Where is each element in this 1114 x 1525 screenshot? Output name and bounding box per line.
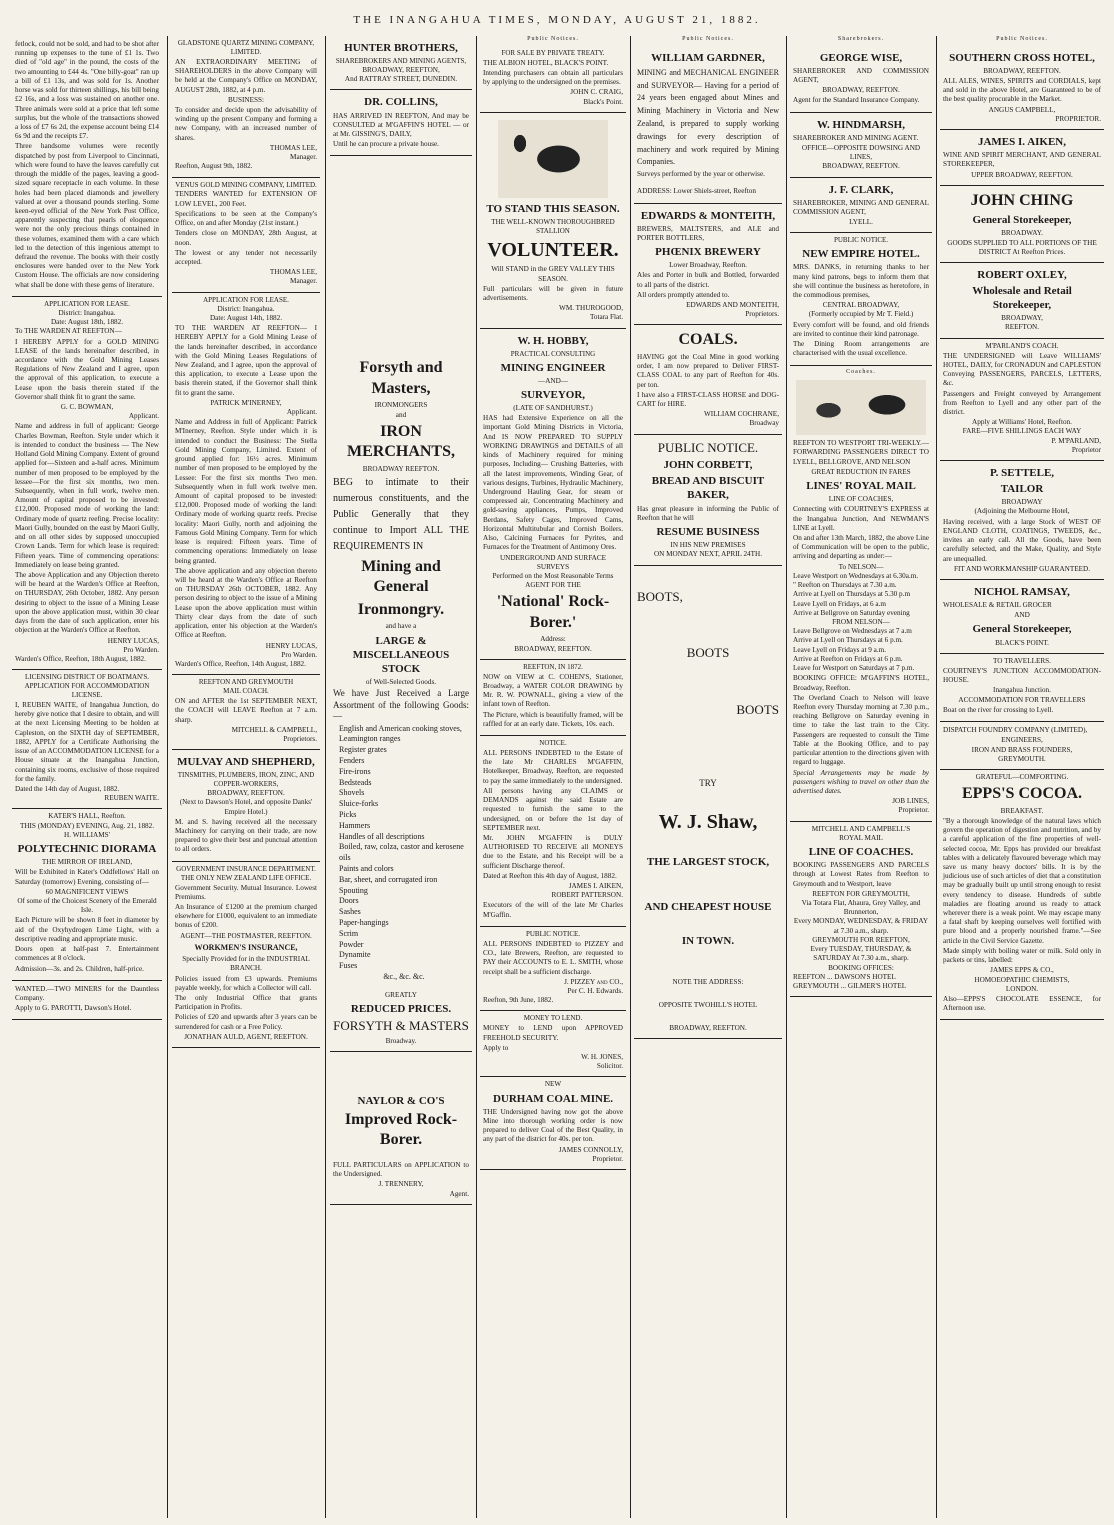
list-item: Doors xyxy=(339,896,359,906)
column-1 xyxy=(12,36,162,1518)
courtney-ad: TO TRAVELLERS. COURTNEY'S JUNCTION ACCOMMODATION-HOUSE. Inangahua Junction. ACCOMMODATION FOR TRAVELLERS Boat on the river for crossing to Lyell. xyxy=(940,654,1104,722)
lease-application-2: APPLICATION FOR LEASE. District: Inangahua. Date: August 14th, 1882. TO THE WARDEN AT REEFTON— I HEREBY APPLY for a Gold Mining Lease of the lands hereinafter described, in accordance with the Gold Mining Leases Regulations of New Zealand, and I agree, upon the approval of this application, to execute a Lease upon the basis therein stated, if the Governor shall think fit to grant the same. PATRICK M'INERNEY, Applicant. Name and Address in full of Applicant: Patrick M'Inerney, Reefton. Style under which it is intended to conduct the Business: The Stella Gold Mining Company, Limited. Extent of ground applied for: 16½ acres. Minimum number of men proposed to be employed by the Lessee: For the first six months Two men. Subsequently when in full work twelve men. Amount of capital proposed to be invested: £12,000. Proposed mode of working the land: Ordinary mode of working quartz reefs. Precise locality: Maori Gully, north and adjoining the Famous Gold Mining Company. Term for which lease is required: Fifteen years. Time of commencing operations: Immediately on lease being granted. The above application and any objection thereto will be heard at the Warden's Office at Reefton on THURSDAY 26th OCTOBER, 1882. Any person desiring to object to the issue of a Mining Lease upon the above application must within Thirty clear days from the date of such application, enter his objection at the Warden's Office at Reefton. HENRY LUCAS, Pro Warden. Warden's Office, Reefton, 14th August, 1882. xyxy=(172,293,320,675)
news-item: fetlock, could not be sold, and had to be shot after running up expenses to the tune of £1 1s. Two died of "old age" in the pound, the costs of the two amounting to £44 4s. "One billy-goat" ran up a bill of £1 13s, and was sold for 1s. Another horse was sold for thirteen shillings, his bill being £2 16s, and a loss was sustained on another one. Three animals were sold at a price that left some surplus, but the whole of the transactions showed a loss of £7 6s 2d, the expense account being £14 6s 9d and the receipts £7. Three handsome volumes were recently dispatched by post from Liverpool to Cincinnati, which were found to have the leaves carefully cut through the middle of the pages, leaving a good-sized square receptacle in each volume. In these holes had been placed diamonds and jewellery valued at over a thousand pounds sterling. Some keen-eyed official of the New York Post Office, apparently suspecting that pearls of eloquence were not the only precious things contained in these volumes, examined them with a care which led to the detection of this ingenious attempt to defraud the revenue. The books with their costly enclosures were handed over to the New York Custom House. The officials are now considering what shall be done with these gems of literature. xyxy=(12,36,162,297)
list-item: Sluice-forks xyxy=(339,799,379,809)
goods-list xyxy=(333,724,469,983)
ching-ad: JOHN CHING General Storekeeper, BROADWAY. GOODS SUPPLIED TO ALL PORTIONS OF THE DISTRICT At Reefton Prices. xyxy=(940,186,1104,263)
hindmarsh-ad: W. HINDMARSH, SHAREBROKER AND MINING AGENT. OFFICE—OPPOSITE DOWSING AND LINES, BROADWAY, REEFTON. xyxy=(790,113,932,178)
list-item: Fuses xyxy=(339,961,358,971)
shaw-boots-ad: BOOTS, BOOTS BOOTS TRY W. J. Shaw, THE LARGEST STOCK, AND CHEAPEST HOUSE IN TOWN. NOTE THE ADDRESS: OPPOSITE TWOHILL'S HOTEL BROADWAY, REEFTON. xyxy=(634,566,782,1040)
column-2 xyxy=(172,36,320,1518)
list-item: Hammers xyxy=(339,820,371,830)
gardner-ad: WILLIAM GARDNER, MINING and MECHANICAL ENGINEER and SURVEYOR— Having for a period of 24 years been engaged about Mines and Mining Machinery in Victoria and New Zealand, is prepared to supply working drawings for every description of machinery and work required by Mining Companies. Surveys performed by the year or otherwise. ADDRESS: Lower Shiels-street, Reefton xyxy=(634,46,782,204)
list-item: Bedsteads xyxy=(339,777,372,787)
mgaffin-notice: NOTICE. ALL PERSONS INDEBTED to the Estate of the late Mr CHARLES M'GAFFIN, Hotelkeeper, Broadway, Reefton, are requested to pay the same immediately to the undersigned. All persons having any CLAIMS or DEMANDS against the said Estate are requested to furnish the same to the undersigned, on or before the 1st day of SEPTEMBER next. Mr. JOHN M'GAFFIN is DULY AUTHORISED TO RECEIVE all MONEYS due to the Estate, and his Receipt will be a sufficient Discharge thereof. Dated at Reefton this 4th day of August, 1882. JAMES I. AIKEN, ROBERT PATTERSON. Executors of the will of the late Mr Charles M'Gaffin. xyxy=(480,736,626,927)
mail-coach-ad: REEFTON AND GREYMOUTH MAIL COACH. ON and AFTER the 1st SEPTEMBER NEXT, the COACH will LEAVE Reefton at 7 a.m. sharp. MITCHELL & CAMPBELL, Proprietors. xyxy=(172,675,320,750)
dr-collins-ad: DR. COLLINS, HAS ARRIVED IN REEFTON, And may be CONSULTED at M'GAFFIN'S HOTEL — or at Mr. GISSING'S, DAILY, Until he can procure a private house. xyxy=(330,90,472,156)
foundry-ad: DISPATCH FOUNDRY COMPANY (LIMITED), ENGINEERS, IRON AND BRASS FOUNDERS, GREYMOUTH. xyxy=(940,722,1104,770)
column-3 xyxy=(330,36,472,1518)
column-rule xyxy=(476,36,477,1518)
list-item: Paper-hangings xyxy=(339,917,389,927)
list-item: Fire-irons xyxy=(339,766,371,776)
hobby-ad: W. H. HOBBY, PRACTICAL CONSULTING MINING ENGINEER —AND— SURVEYOR, (LATE OF SANDHURST.) HAS had Extensive Experience on all the important Gold Mining Districts in Victoria, And IS NOW PREPARED TO SUPPLY WORKING DRAWINGS and DETAILS of all kinds of Machinery required for mining purposes, Including— Crushing Batteries, with all the latest improvements, Winding Gear, of various designs, Turbines, Hydraulic Machinery, Underground Hauling Gear, for steam or compressed air, Concentrating Machinery and gold-saving appliances, Pumps, Improved Berdans, Safety Cages, Improved Cams, Horizontal Multitubular and Cornish Boilers. Also, Calcining Furnaces for Pyrites, and Furnaces for the Treatment of Antimony Ores. UNDERGROUND AND SURFACE SURVEYS Performed on the Most Reasonable Terms AGENT FOR THE 'National' Rock-Borer.' Address: BROADWAY, REEFTON. xyxy=(480,329,626,660)
money-ad: MONEY TO LEND. MONEY to LEND upon APPROVED FREEHOLD SECURITY. Apply to W. H. JONES, Solicitor. xyxy=(480,1011,626,1077)
mparland-ad: M'PARLAND'S COACH. THE UNDERSIGNED will Leave WILLIAMS' HOTEL, DAILY, for CRONADUN and CAPLESTON Conveying PASSENGERS, PARCELS, LETTERS, &c. Passengers and Freight conveyed by Arrangement from Reefton to Lyell and any other part of the district. Apply at Williams' Hotel, Reefton. FARE—FIVE SHILLINGS EACH WAY P. M'PARLAND, Proprietor xyxy=(940,339,1104,461)
list-item: English and American cooking stoves, xyxy=(339,723,462,733)
list-item: Shovels xyxy=(339,788,365,798)
aiken-ad: JAMES I. AIKEN, WINE AND SPIRIT MERCHANT, AND GENERAL STOREKEEPER, UPPER BROADWAY, REEFTON. xyxy=(940,130,1104,186)
column-5: Public Notices. WILLIAM GARDNER, MINING and MECHANICAL ENGINEER and SURVEYOR— Having for a period of 24 years been engaged about Mines and Mining Machinery in Victoria and New Zealand, is prepared to supply working drawings for every description of machinery and work required by Mining Companies. Surveys performed by the year or otherwise. ADDRESS: Lower Shiels-street, Reefton EDWARDS & MONTEITH, BREWERS, MALTSTERS, and ALE and PORTER BOTTLERS, PHŒNIX BREWERY Lower Broadway, Reefton. Ales and Porter in bulk and Bottled, forwarded to all parts of the district. All orders promptly attended to. EDWARDS AND MONTEITH, Proprietors. COALS. HAVING got the Coal Mine in good working order, I am now prepared to Deliver FIRST-CLASS COAL to any part of Reefton for 40s. per ton. I have also a FIRST-CLASS HORSE and DOG-CART for HIRE. WILLIAM COCHRANE, Broadway PUBLIC NOTICE. JOHN CORBETT, BREAD AND BISCUIT BAKER, Has great pleasure in informing the Public of Reefton that he will RESUME BUSINESS IN HIS NEW PREMISES ON MONDAY NEXT, APRIL 24TH. BOOTS, BOOTS BOOTS TRY W. J. Shaw, THE LARGEST STOCK, AND CHEAPEST HOUSE IN TOWN. NOTE THE ADDRESS: OPPOSITE TWOHILL'S HOTEL BROADWAY, REEFTON. xyxy=(634,36,782,1518)
forsyth-masters-ad: Forsyth and Masters, IRONMONGERS and IRON MERCHANTS, BROADWAY REEFTON. BEG to intimate to their numerous constituents, and the Public Generally that they continue to Import ALL THE REQUIREMENTS IN Mining and General Ironmongry. and have a LARGE & MISCELLANEOUS STOCK of Well-Selected Goods. We have Just Received a Large Assortment of the following Goods:— English and American cooking stoves, Leamington ranges Register grates Fenders Fire-irons Bedsteads Shovels Sluice-forks Picks Hammers Handles of all descriptions Boiled, raw, colza, castor and kerosene oils Paints and colors Bar, sheet, and corrugated iron Spouting Doors Sashes Paper-hangings Scrim Powder Dynamite Fuses &c., &c. &c. GREATLY REDUCED PRICES. FORSYTH & MASTERS Broadway. xyxy=(330,156,472,1051)
horse-illustration xyxy=(498,120,608,198)
list-item: Bar, sheet, and corrugated iron xyxy=(339,874,438,884)
epps-cocoa-ad: GRATEFUL—COMFORTING. EPPS'S COCOA. BREAKFAST. "By a thorough knowledge of the natural laws which govern the operation of digestion and nutrition, and by a careful application of the fine properties of well-selected cocoa, Mr. Epps has provided our breakfast tables with a delicately flavoured beverage which may save us many heavy doctors' bills. It is by the judicious use of such articles of diet that a constitution may be gradually built up until strong enough to resist every tendency to disease. Hundreds of subtle maladies are floating around us ready to attack wherever there is a weak point. We may escape many a fatal shaft by keeping ourselves well fortified with pure blood and a properly nourished frame."—See article in the Civil Service Gazette. Made simply with boiling water or milk. Sold only in packets or tins, labelled: JAMES EPPS & CO., HOMOEOPATHIC CHEMISTS, LONDON. Also—EPPS'S CHOCOLATE ESSENCE, for Afternoon use. xyxy=(940,770,1104,1021)
coach-illustration xyxy=(796,380,926,435)
hunter-brothers-ad: HUNTER BROTHERS, SHAREBROKERS AND MINING AGENTS, BROADWAY, REEFTON, And RATTRAY STREET, DUNEDIN. xyxy=(330,36,472,90)
list-item: Picks xyxy=(339,809,357,819)
list-item: &c., &c. &c. xyxy=(383,971,425,981)
lines-coach-ad: Coaches. REEFTON TO WESTPORT TRI-WEEKLY.—FORWARDING PASSENGERS DIRECT TO LYELL, BELLGROVE, AND NELSON GREAT REDUCTION IN FARES LINES' ROYAL MAIL LINE OF COACHES, Connecting with COURTNEY'S EXPRESS at the Inangahua Junction, And NEWMAN'S LINE at Lyell. On and after 13th March, 1882, the above Line of Communication will be open to the public, arriving and departing as under:— To NELSON— Leave Westport on Wednesdays at 6.30a.m. " Reefton on Thursdays at 7.30 a.m. Arrive at Lyell on Thursdays at 5.30 p.m Leave Lyell on Fridays, at 6 a.m Arrive at Bellgrove on Saturday evening FROM NELSON— Leave Bellgrove on Wednesdays at 7 a.m Arrive at Lyell on Thursdays at 6 p.m. Leave Lyell on Fridays at 9 a.m. Arrive at Reefton on Fridays at 6 p.m. Leave for Westport on Saturdays at 7 p.m. BOOKING OFFICE: M'GAFFIN'S HOTEL, Broadway, Reefton. The Overland Coach to Nelson will leave Reefton every Thursday morning at 7.30 p.m., reaching Bellgrove on Saturday evening in time to take the last train to the City. Passengers are requested to consult the Time Table at the Booking Office, and to pay particular attention to the directions given with regard to luggage. Special Arrangements may be made by passengers wishing to travel on other than the advertised dates. JOB LINES, Proprietor. xyxy=(790,366,932,822)
corbett-ad: PUBLIC NOTICE. JOHN CORBETT, BREAD AND BISCUIT BAKER, Has great pleasure in informing the Public of Reefton that he will RESUME BUSINESS IN HIS NEW PREMISES ON MONDAY NEXT, APRIL 24TH. xyxy=(634,435,782,566)
column-rule xyxy=(936,36,937,1518)
column-rule xyxy=(630,36,631,1518)
column-rule xyxy=(167,36,168,1518)
edwards-ad: EDWARDS & MONTEITH, BREWERS, MALTSTERS, and ALE and PORTER BOTTLERS, PHŒNIX BREWERY Lower Broadway, Reefton. Ales and Porter in bulk and Bottled, forwarded to all parts of the district. All orders promptly attended to. EDWARDS AND MONTEITH, Proprietors. xyxy=(634,204,782,326)
list-item: Leamington ranges xyxy=(339,734,401,744)
empire-hotel-ad: PUBLIC NOTICE. NEW EMPIRE HOTEL. MRS. DANKS, in returning thanks to her many kind patrons, begs to inform them that she will continue the business as heretofore, in the commodious premises, CENTRAL BROADWAY, (Formerly occupied by Mr T. Field.) Every comfort will be found, and old friends are invited to continue their kind patronage. The Dining Room arrangements are characterised with the usual excellence. xyxy=(790,233,932,365)
mitchell-coach-ad: MITCHELL AND CAMPBELL'S ROYAL MAIL LINE OF COACHES. BOOKING PASSENGERS AND PARCELS through at Lowest Rates from Reefton to Greymouth and to Westport, leave REEFTON FOR GREYMOUTH, Via Totara Flat, Ahaura, Grey Valley, and Brunnerton, Every MONDAY, WEDNESDAY, & FRIDAY at 7.30 a.m., sharp. GREYMOUTH FOR REEFTON, Every TUESDAY, THURSDAY, & SATURDAY At 7.30 a.m., sharp. BOOKING OFFICES: REEFTON ... DAWSON'S HOTEL GREYMOUTH ... GILMER'S HOTEL xyxy=(790,822,932,998)
list-item: Boiled, raw, colza, castor and kerosene oils xyxy=(339,842,464,863)
mulvay-ad: MULVAY AND SHEPHERD, TINSMITHS, PLUMBERS, IRON, ZINC, AND COPPER-WORKERS, BROADWAY, REEFTON. (Next to Dawson's Hotel, and opposite Danks' Empire Hotel.) M. and S. having received all the necessary Machinery for carrying on their trade, are now prepared to give their best and punctual attention to all orders. xyxy=(172,750,320,862)
column-4: Public Notices. FOR SALE BY PRIVATE TREATY. THE ALBION HOTEL, BLACK'S POINT. Intending purchasers can obtain all particulars by applying to the undersigned on the premises. JOHN C. CRAIG, Black's Point. TO STAND THIS SEASON. THE WELL-KNOWN THOROUGHBRED STALLION VOLUNTEER. Will STAND in the GREY VALLEY THIS SEASON. Full particulars will be given in future advertisements. WM. THUROGOOD, Totara Flat. W. H. HOBBY, PRACTICAL CONSULTING MINING ENGINEER —AND— SURVEYOR, (LATE OF SANDHURST.) HAS had Extensive Experience on all the important Gold Mining Districts in Victoria, And IS NOW PREPARED TO SUPPLY WORKING DRAWINGS and DETAILS of all kinds of Machinery required for mining purposes, Including— Crushing Batteries, with all the latest improvements, Winding Gear, of various designs, Turbines, Hydraulic Machinery, Underground Hauling Gear, for steam or compressed air, Concentrating Machinery and gold-saving appliances, Pumps, Improved Berdans, Safety Cages, Improved Cams, Horizontal Multitubular and Cornish Boilers. Also, Calcining Furnaces for Pyrites, and Furnaces for the Treatment of Antimony Ores. UNDERGROUND AND SURFACE SURVEYS Performed on the Most Reasonable Terms AGENT FOR THE 'National' Rock-Borer.' Address: BROADWAY, REEFTON. REEFTON, IN 1872. NOW on VIEW at C. COHEN'S, Stationer, Broadway, a WATER COLOR DRAWING by Mr. R. W. POWNALL, giving a view of the infant town of Reefton. The Picture, which is beautifully framed, will be raffled for at an early date. Tickets, 10s. each. NOTICE. ALL PERSONS INDEBTED to the Estate of the late Mr CHARLES M'GAFFIN, Hotelkeeper, Broadway, Reefton, are requested to pay the same immediately to the undersigned. All persons having any CLAIMS or DEMANDS against the said Estate are requested to furnish the same to the undersigned, on or before the 1st day of SEPTEMBER next. Mr. JOHN M'GAFFIN is DULY AUTHORISED TO RECEIVE all MONEYS due to the Estate, and his Receipt will be a sufficient Discharge thereof. Dated at Reefton this 4th day of August, 1882. JAMES I. AIKEN, ROBERT PATTERSON. Executors of the will of the late Mr Charles M'Gaffin. PUBLIC NOTICE. ALL PERSONS INDEBTED to PIZZEY and CO., late Brewers, Reefton, are requested to PAY their ACCOUNTS to E. L. SMITH, whose receipt shall be a sufficient discharge. J. PIZZEY and CO., Per C. H. Edwards. Reefton, 9th June, 1882. MONEY TO LEND. MONEY to LEND upon APPROVED FREEHOLD SECURITY. Apply to W. H. JONES, Solicitor. NEW DURHAM COAL MINE. THE Undersigned having now got the above Mine into thorough working order is now prepared to deliver Coal of the Best Quality, in any part of the district for 40s. per ton. JAMES CONNOLLY, Proprietor. xyxy=(480,36,626,1518)
ramsay-ad: NICHOL RAMSAY, WHOLESALE & RETAIL GROCER AND General Storekeeper, BLACK'S POINT. xyxy=(940,580,1104,654)
wanted-ad: WANTED.—TWO MINERS for the Dauntless Company. Apply to G. PAROTTI, Dawson's Hotel. xyxy=(12,981,162,1021)
settele-ad: P. SETTELE, TAILOR BROADWAY (Adjoining the Melbourne Hotel, Having received, with a large Stock of WEST OF ENGLAND CLOTH, COATINGS, TWEEDS, &c., invites an early call. All the Goods, have been carefully selected, and the Make, Quality, and Style are unequalled. FIT AND WORKMANSHIP GUARANTEED. xyxy=(940,461,1104,580)
venus-ad: VENUS GOLD MINING COMPANY, LIMITED. TENDERS WANTED for EXTENSION OF LOW LEVEL, 200 Feet. Specifications to be seen at the Company's Office, on and after Monday (21st instant.) Tenders close on MONDAY, 28th August, at noon. The lowest or any tender not necessarily accepted. THOMAS LEE, Manager. xyxy=(172,178,320,293)
masthead: THE INANGAHUA TIMES, MONDAY, AUGUST 21, 1882. xyxy=(353,14,761,26)
list-item: Powder xyxy=(339,939,364,949)
katers-hall-ad: KATER'S HALL, Reefton. THIS (MONDAY) EVENING, Aug. 21, 1882. H. WILLIAMS' POLYTECHNIC DIORAMA THE MIRROR OF IRELAND, Will be Exhibited in Kater's Oddfellows' Hall on Saturday (tomorrow) Evening, consisting of— 60 MAGNIFICENT VIEWS Of some of the Choicest Scenery of the Emerald Isle. Each Picture will be shown 8 feet in diameter by aid of the Oxyhydrogen Lime Light, with a descriptive reading and appropriate music. Doors open at half-past 7. Entertainment commences at 8 o'clock. Admission—3s. and 2s. Children, half-price. xyxy=(12,809,162,980)
column-6: Sharebrokers. GEORGE WISE, SHAREBROKER AND COMMISSION AGENT, BROADWAY, REEFTON. Agent for the Standard Insurance Company. W. HINDMARSH, SHAREBROKER AND MINING AGENT. OFFICE—OPPOSITE DOWSING AND LINES, BROADWAY, REEFTON. J. F. CLARK, SHAREBROKER, MINING AND GENERAL COMMISSION AGENT, LYELL. PUBLIC NOTICE. NEW EMPIRE HOTEL. MRS. DANKS, in returning thanks to her many kind patrons, begs to inform them that she will continue the business as heretofore, in the commodious premises, CENTRAL BROADWAY, (Formerly occupied by Mr T. Field.) Every comfort will be found, and old friends are invited to continue their kind patronage. The Dining Room arrangements are characterised with the usual excellence. Coaches. REEFTON TO WESTPORT TRI-WEEKLY.—FORWARDING PASSENGERS DIRECT TO LYELL, BELLGROVE, AND NELSON GREAT REDUCTION IN FARES LINES' ROYAL MAIL LINE OF COACHES, Connecting with COURTNEY'S EXPRESS at the Inangahua Junction, And NEWMAN'S LINE at Lyell. On and after 13th March, 1882, the above Line of Communication will be open to the public, arriving and departing as under:— To NELSON— Leave Westport on Wednesdays at 6.30a.m. " Reefton on Thursdays at 7.30 a.m. Arrive at Lyell on Thursdays at 5.30 p.m Leave Lyell on Fridays, at 6 a.m Arrive at Bellgrove on Saturday evening FROM NELSON— Leave Bellgrove on Wednesdays at 7 a.m Arrive at Lyell on Thursdays at 6 p.m. Leave Lyell on Fridays at 9 a.m. Arrive at Reefton on Fridays at 6 p.m. Leave for Westport on Saturdays at 7 p.m. BOOKING OFFICE: M'GAFFIN'S HOTEL, Broadway, Reefton. The Overland Coach to Nelson will leave Reefton every Thursday morning at 7.30 p.m., reaching Bellgrove on Saturday evening in time to take the last train to the City. Passengers are requested to consult the Time Table at the Booking Office, and to pay particular attention to the directions given with regard to luggage. Special Arrangements may be made by passengers wishing to travel on other than the advertised dates. JOB LINES, Proprietor. MITCHELL AND CAMPBELL'S ROYAL MAIL LINE OF COACHES. BOOKING PASSENGERS AND PARCELS through at Lowest Rates from Reefton to Greymouth and to Westport, leave REEFTON FOR GREYMOUTH, Via Totara Flat, Ahaura, Grey Valley, and Brunnerton, Every MONDAY, WEDNESDAY, & FRIDAY at 7.30 a.m., sharp. GREYMOUTH FOR REEFTON, Every TUESDAY, THURSDAY, & SATURDAY At 7.30 a.m., sharp. BOOKING OFFICES: REEFTON ... DAWSON'S HOTEL GREYMOUTH ... GILMER'S HOTEL xyxy=(790,36,932,1518)
list-item: Sashes xyxy=(339,907,361,917)
naylor-ad: NAYLOR & CO'S Improved Rock-Borer. FULL PARTICULARS on APPLICATION to the Undersigned. J. TRENNERY, Agent. xyxy=(330,1052,472,1205)
reefton-view-ad: REEFTON, IN 1872. NOW on VIEW at C. COHEN'S, Stationer, Broadway, a WATER COLOR DRAWING by Mr. R. W. POWNALL, giving a view of the infant town of Reefton. The Picture, which is beautifully framed, will be raffled for at an early date. Tickets, 10s. each. xyxy=(480,660,626,736)
durham-ad: NEW DURHAM COAL MINE. THE Undersigned having now got the above Mine into thorough working order is now prepared to deliver Coal of the Best Quality, in any part of the district for 40s. per ton. JAMES CONNOLLY, Proprietor. xyxy=(480,1077,626,1170)
list-item: Register grates xyxy=(339,745,387,755)
list-item: Scrim xyxy=(339,928,359,938)
column-7: Public Notices. SOUTHERN CROSS HOTEL, BROADWAY, REEFTON. ALL ALES, WINES, SPIRITS and CORDIALS, kept and sold in the above Hotel, are Guaranteed to be of the best quality procurable in the Market. ANGUS CAMPBELL, PROPRIETOR. JAMES I. AIKEN, WINE AND SPIRIT MERCHANT, AND GENERAL STOREKEEPER, UPPER BROADWAY, REEFTON. JOHN CHING General Storekeeper, BROADWAY. GOODS SUPPLIED TO ALL PORTIONS OF THE DISTRICT At Reefton Prices. ROBERT OXLEY, Wholesale and Retail Storekeeper, BROADWAY, REEFTON. M'PARLAND'S COACH. THE UNDERSIGNED will Leave WILLIAMS' HOTEL, DAILY, for CRONADUN and CAPLESTON Conveying PASSENGERS, PARCELS, LETTERS, &c. Passengers and Freight conveyed by Arrangement from Reefton to Lyell and any other part of the district. Apply at Williams' Hotel, Reefton. FARE—FIVE SHILLINGS EACH WAY P. M'PARLAND, Proprietor P. SETTELE, TAILOR BROADWAY (Adjoining the Melbourne Hotel, Having received, with a large Stock of WEST OF ENGLAND CLOTH, COATINGS, TWEEDS, &c., invites an early call. All the Goods, have been carefully selected, and the Make, Quality, and Style are unequalled. FIT AND WORKMANSHIP GUARANTEED. NICHOL RAMSAY, WHOLESALE & RETAIL GROCER AND General Storekeeper, BLACK'S POINT. TO TRAVELLERS. COURTNEY'S JUNCTION ACCOMMODATION-HOUSE. Inangahua Junction. ACCOMMODATION FOR TRAVELLERS Boat on the river for crossing to Lyell. DISPATCH FOUNDRY COMPANY (LIMITED), ENGINEERS, IRON AND BRASS FOUNDERS, GREYMOUTH. GRATEFUL—COMFORTING. EPPS'S COCOA. BREAKFAST. "By a thorough knowledge of the natural laws which govern the operation of digestion and nutrition, and by a careful application of the fine properties of well-selected cocoa, Mr. Epps has provided our breakfast tables with a delicately flavoured beverage which may save us many heavy doctors' bills. It is by the judicious use of such articles of diet that a constitution may be gradually built up until strong enough to resist every tendency to disease. Hundreds of subtle maladies are floating around us ready to attack wherever there is a weak point. We may escape many a fatal shaft by keeping ourselves well fortified with pure blood and a properly nourished frame."—See article in the Civil Service Gazette. Made simply with boiling water or milk. Sold only in packets or tins, labelled: JAMES EPPS & CO., HOMOEOPATHIC CHEMISTS, LONDON. Also—EPPS'S CHOCOLATE ESSENCE, for Afternoon use. xyxy=(940,36,1104,1518)
list-item: Fenders xyxy=(339,755,365,765)
coals-ad: COALS. HAVING got the Coal Mine in good working order, I am now prepared to Deliver FIRST-CLASS COAL to any part of Reefton for 40s. per ton. I have also a FIRST-CLASS HORSE and DOG-CART for HIRE. WILLIAM COCHRANE, Broadway xyxy=(634,325,782,434)
list-item: Dynamite xyxy=(339,950,371,960)
insurance-ad: GOVERNMENT INSURANCE DEPARTMENT. THE ONLY NEW ZEALAND LIFE OFFICE. Government Security. Mutual Insurance. Lowest Premiums. An Insurance of £1200 at the premium charged elsewhere for £1000, equivalent to an immediate bonus of £200. AGENT—THE POSTMASTER, REEFTON. WORKMEN'S INSURANCE, Specially Provided for in the INDUSTRIAL BRANCH. Policies issued from £3 upwards. Premiums payable weekly, for which a Collector will call. The only Industrial Office that grants Participation in Profits. Policies of £20 and upwards after 3 years can be surrendered for cash or a Free Policy. JONATHAN AULD, AGENT, REEFTON. xyxy=(172,862,320,1048)
column-rule xyxy=(325,36,326,1518)
licensing-notice: LICENSING DISTRICT OF BOATMAN'S. APPLICATION FOR ACCOMMODATION LICENSE. I, REUBEN WAITE, of Inangahua Junction, do hereby give notice that I desire to obtain, and will at the next Licensing Meeting to be holden at Capleston, on the SIXTH day of SEPTEMBER, 1882, APPLY for a Certificate Authorising the issue of an ACCOMMODATION LICENSE for a House situate at the Inangahua Junction, containing six rooms, exclusive of those required for the family. Dated the 14th day of August, 1882. REUBEN WAITE. xyxy=(12,670,162,809)
list-item: Spouting xyxy=(339,885,368,895)
stallion-ad: TO STAND THIS SEASON. THE WELL-KNOWN THOROUGHBRED STALLION VOLUNTEER. Will STAND in the GREY VALLEY THIS SEASON. Full particulars will be given in future advertisements. WM. THUROGOOD, Totara Flat. xyxy=(480,113,626,329)
southern-cross-ad: SOUTHERN CROSS HOTEL, BROADWAY, REEFTON. ALL ALES, WINES, SPIRITS and CORDIALS, kept and sold in the above Hotel, are Guaranteed to be of the best quality procurable in the Market. ANGUS CAMPBELL, PROPRIETOR. xyxy=(940,46,1104,130)
list-item: Handles of all descriptions xyxy=(339,831,425,841)
oxley-ad: ROBERT OXLEY, Wholesale and Retail Storekeeper, BROADWAY, REEFTON. xyxy=(940,263,1104,339)
lease-application: APPLICATION FOR LEASE. District: Inangahua. Date: August 18th, 1882. To THE WARDEN AT REEFTON— I HEREBY APPLY for a GOLD MINING LEASE of the lands hereinafter described, in accordance with the Gold Mining Leases Regulations of New Zealand and I agree, upon the approval of this application, to execute a Lease upon the basis therein stated if the Governor shall think fit to grant the same. G. C. BOWMAN, Applicant. Name and address in full of applicant: George Charles Bowman, Reefton. Style under which it is intended to conduct the business — The New Holland Gold Mining Company. Extent of ground applied for—Sixteen and a-half acres. Minimum number of men proposed to be employed by the lessee—For the first six months, two men. Subsequently, when in full work, twelve men. Amount of capital proposed to be invested: £12,000. Proposed mode of working the land: Ordinary mode of quartz reefing. Precise locality: Maori Gully, bounded on the east by Maori Gully, and on all other sides by supposed unoccupied Crown Lands. Term for which lease is required: Fifteen years. Time of commencing operations: Immediately on lease being granted. The above Application and any Objection thereto will be heard at the Warden's Office at Reefton, on THURSDAY, 26th October, 1882. Any person desiring to object to the issue of a Mining Lease upon the above application must, within 30 clear days from the date of such application, enter his objection at the Warden's Office at Reefton. HENRY LUCAS, Pro Warden. Warden's Office, Reefton, 18th August, 1882. xyxy=(12,297,162,670)
gladstone-ad: GLADSTONE QUARTZ MINING COMPANY, LIMITED. AN EXTRAORDINARY MEETING of SHAREHOLDERS in the above Company will be held at the Company's Office on MONDAY, AUGUST 28th, 1882, at 4 p.m. BUSINESS: To consider and decide upon the advisability of winding up the present Company and forming a new Company, with an increased number of shares. THOMAS LEE, Manager. Reefton, August 9th, 1882. xyxy=(172,36,320,178)
albion-hotel-ad: FOR SALE BY PRIVATE TREATY. THE ALBION HOTEL, BLACK'S POINT. Intending purchasers can obtain all particulars by applying to the undersigned on the premises. JOHN C. CRAIG, Black's Point. xyxy=(480,46,626,113)
clark-ad: J. F. CLARK, SHAREBROKER, MINING AND GENERAL COMMISSION AGENT, LYELL. xyxy=(790,178,932,234)
wise-ad: GEORGE WISE, SHAREBROKER AND COMMISSION AGENT, BROADWAY, REEFTON. Agent for the Standard Insurance Company. xyxy=(790,46,932,113)
list-item: Paints and colors xyxy=(339,863,394,873)
column-rule xyxy=(786,36,787,1518)
pizzey-notice: PUBLIC NOTICE. ALL PERSONS INDEBTED to PIZZEY and CO., late Brewers, Reefton, are requested to PAY their ACCOUNTS to E. L. SMITH, whose receipt shall be a sufficient discharge. J. PIZZEY and CO., Per C. H. Edwards. Reefton, 9th June, 1882. xyxy=(480,927,626,1011)
